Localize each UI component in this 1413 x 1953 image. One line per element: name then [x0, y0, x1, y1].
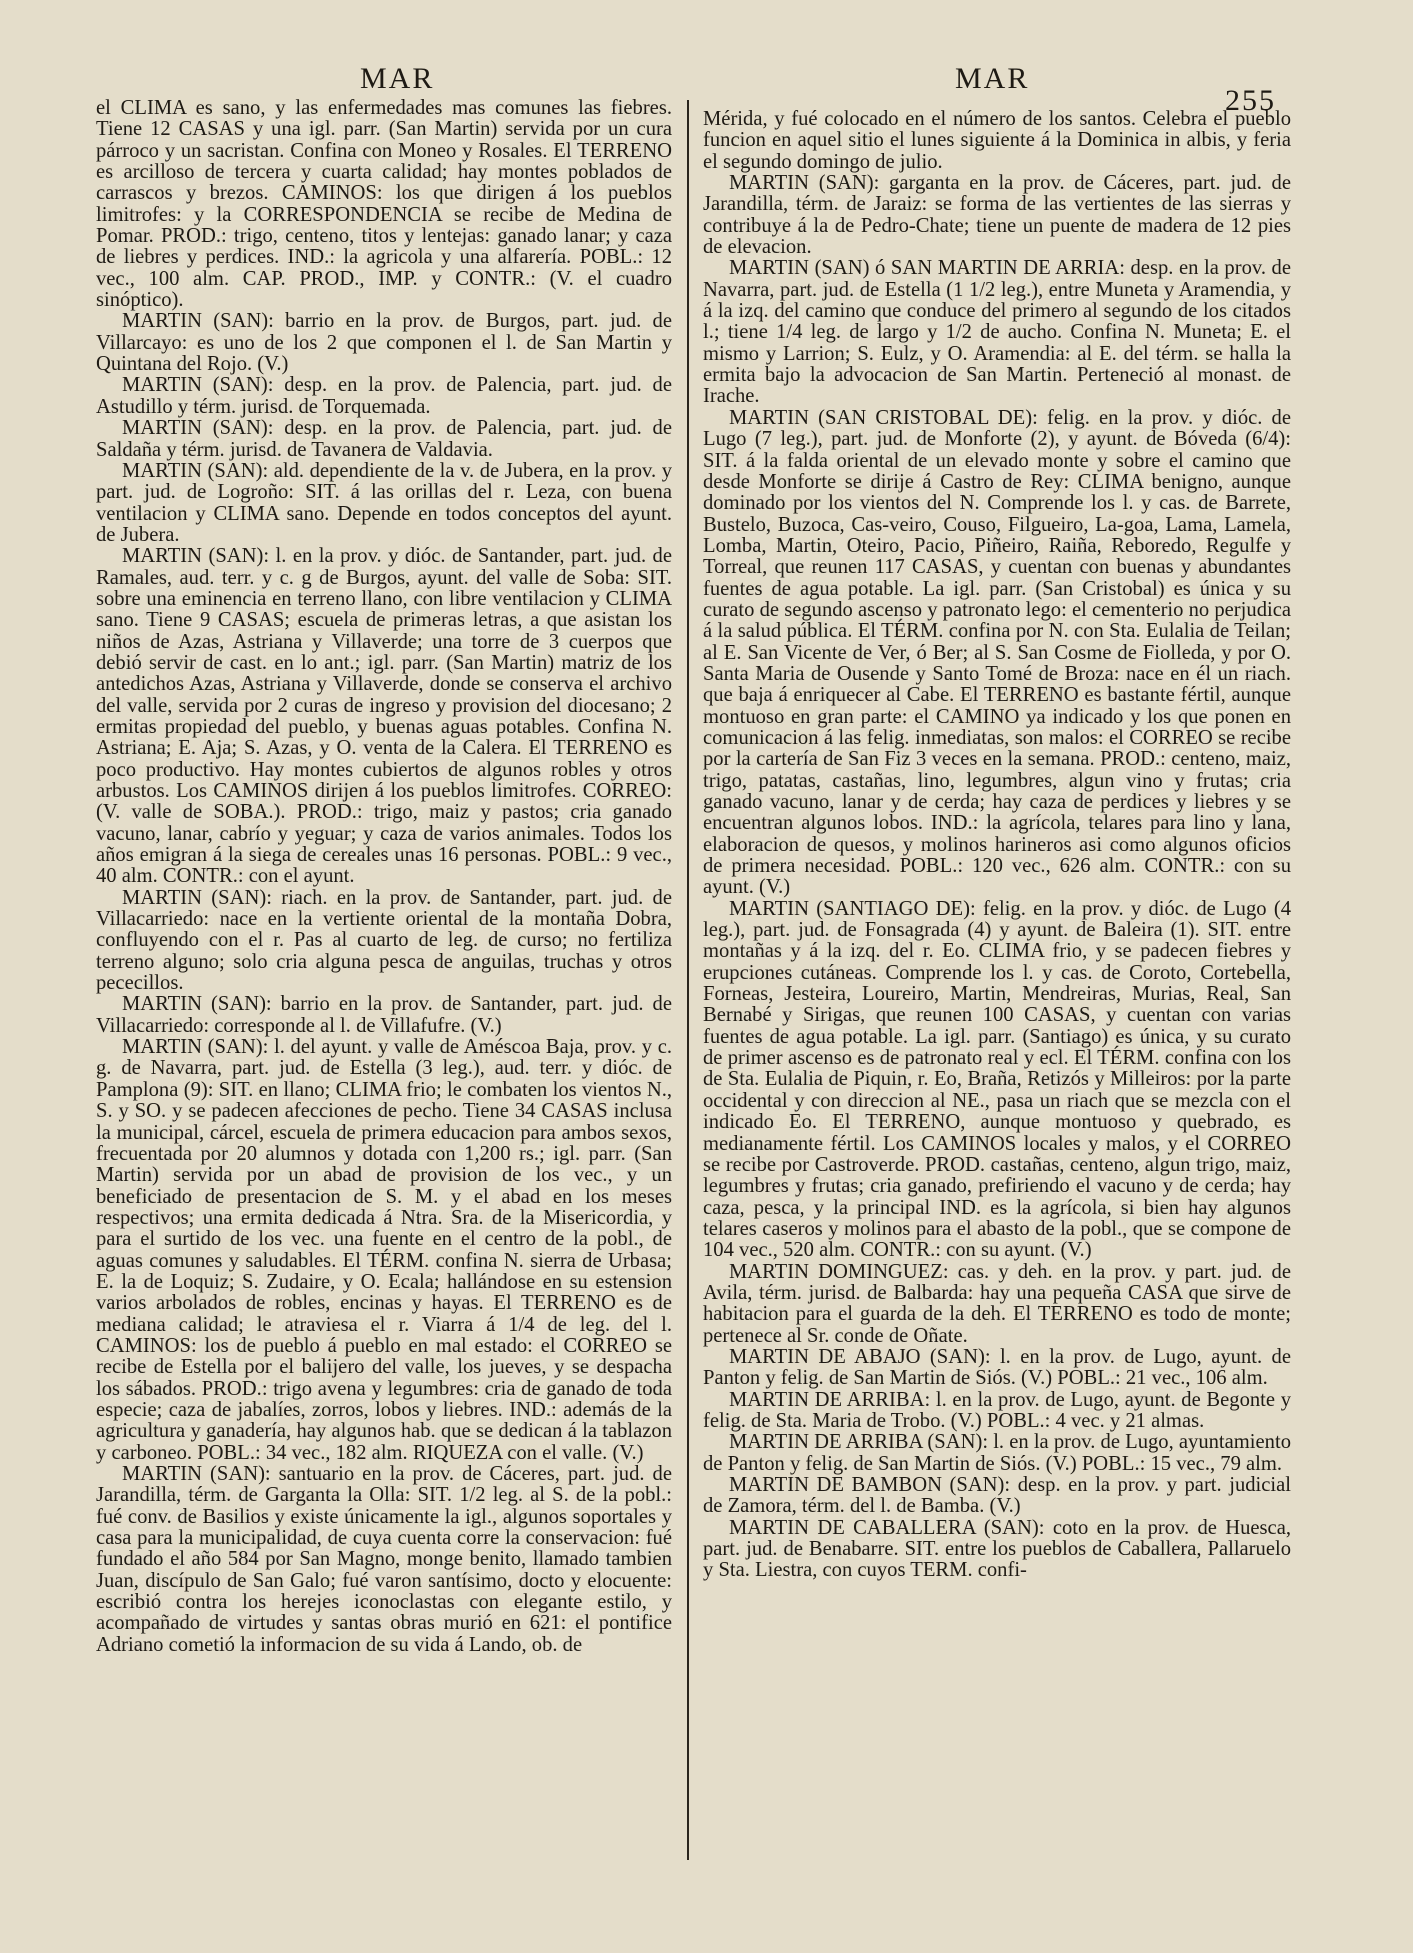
entry-paragraph: MARTIN DE ARRIBA: l. en la prov. de Lugo, ayunt. de Begonte y felig. de Sta. Maria de Trobo. (V.) POBL.: 4 vec. y 21 almas.: [703, 1388, 1291, 1432]
entry-paragraph: MARTIN (SAN): l. del ayunt. y valle de Améscoa Baja, prov. y c. g. de Navarra, part. jud. de Estella (3 leg.), aud. terr. y dióc. de Pamplona (9): SIT. en llano; CLIMA frio; le combaten los vientos N., S. y SO. y se padecen afecciones de pecho. Tiene 34 CASAS inclusa la municipal, cárcel, escuela de primera educacion para ambos sexos, frecuentada por 20 alumnos y dotada con 1,200 rs.; igl. parr. (San Martin) servida por un abad de provision de los vec., y un beneficiado de presentacion de S. M. y el abad en los meses respectivos; una ermita dedicada á Ntra. Sra. de la Misericordia, y para el surtido de los vec. una fuente en el centro de la pobl., de aguas comunes y saludables. El TÉRM. confina N. sierra de Urbasa; E. la de Loquiz; S. Zudaire, y O. Ecala; hallándose en su estension varios arbolados de robles, encinas y hayas. El TERRENO es de mediana calidad; le atraviesa el r. Viarra á 1/4 de leg. del l. CAMINOS: los de pueblo á pueblo en mal estado: el CORREO se recibe de Estella por el balijero del valle, los jueves, y se despacha los sábados. PROD.: trigo avena y legumbres: cria de ganado de toda especie; caza de jabalíes, zorros, lobos y liebres. IND.: además de la agricultura y ganadería, hay algunos hab. que se dedican á la tablazon y carboneo. POBL.: 34 vec., 182 alm. RIQUEZA con el valle. (V.): [96, 1036, 672, 1464]
running-header-left: MAR: [360, 62, 435, 95]
entry-paragraph: MARTIN (SAN): desp. en la prov. de Palencia, part. jud. de Astudillo y térm. jurisd. de Torquemada.: [96, 374, 672, 418]
entry-paragraph: MARTIN (SAN): barrio en la prov. de Santander, part. jud. de Villacarriedo: corresponde al l. de Villafufre. (V.): [96, 993, 672, 1037]
entry-paragraph: MARTIN (SAN CRISTOBAL DE): felig. en la prov. y dióc. de Lugo (7 leg.), part. jud. de Monforte (2), y ayunt. de Bóveda (6/4): SIT. á la falda oriental de un elevado monte y sobre el camino que desde Monforte se dirije á Castro de Rey: CLIMA benigno, aunque dominado por los vientos del N. Comprende los l. y cas. de Barrete, Bustelo, Buzoca, Cas-veiro, Couso, Filgueiro, La-goa, Lama, Lamela, Lomba, Martin, Oteiro, Pacio, Piñeiro, Raiña, Reboredo, Regulfe y Torreal, que reunen 117 CASAS, y cuentan con buenas y abundantes fuentes de agua potable. La igl. parr. (San Cristobal) es única y su curato de segundo ascenso y patronato lego: el cementerio no perjudica á la salud pública. El TÉRM. confina por N. con Sta. Eulalia de Teilan; al E. San Vicente de Ver, ó Ber; al S. San Cosme de Fiolleda, y por O. Santa Maria de Ousende y Santo Tomé de Broza: nace en él un riach. que baja á enriquecer al Cabe. El TERRENO es bastante fértil, aunque montuoso en gran parte: el CAMINO ya indicado y los que ponen en comunicacion á las felig. inmediatas, son malos: el CORREO se recibe por la cartería de San Fiz 3 veces en la semana. PROD.: centeno, maiz, trigo, patatas, castañas, lino, legumbres, algun vino y frutas; cria ganado vacuno, lanar y de cerda; hay caza de perdices y liebres y se encuentran algunos lobos. IND.: la agrícola, telares para lino y lana, elaboracion de quesos, y molinos harineros asi como algunos oficios de primera necesidad. POBL.: 120 vec., 626 alm. CONTR.: con su ayunt. (V.): [703, 406, 1291, 899]
entry-paragraph: MARTIN (SAN): garganta en la prov. de Cáceres, part. jud. de Jarandilla, térm. de Jaraiz: se forma de las vertientes de las sierras y contribuye á la de Pedro-Chate; tiene un puente de madera de 12 pies de elevacion.: [703, 172, 1291, 259]
entry-paragraph: MARTIN DE ABAJO (SAN): l. en la prov. de Lugo, ayunt. de Panton y felig. de San Martin de Siós. (V.) POBL.: 21 vec., 106 alm.: [703, 1345, 1291, 1390]
left-column: [96, 98, 672, 1656]
entry-paragraph: MARTIN (SAN): desp. en la prov. de Palencia, part. jud. de Saldaña y térm. jurisd. de Tavanera de Valdavia.: [96, 417, 672, 461]
running-header-right: MAR: [955, 62, 1030, 95]
entry-paragraph: MARTIN (SANTIAGO DE): felig. en la prov. y dióc. de Lugo (4 leg.), part. jud. de Fonsagrada (4) y ayunt. de Baleira (1). SIT. entre montañas y á la izq. del r. Eo. CLIMA frio, y se padecen fiebres y erupciones cutáneas. Comprende los l. y cas. de Coroto, Cortebella, Forneas, Jesteira, Loureiro, Martin, Mendreiras, Murias, Real, San Bernabé y Sirigas, que reunen 100 CASAS, y cuentan con varias fuentes de agua potable. La igl. parr. (Santiago) es única, y su curato de primer ascenso es de patronato real y ecl. El TÉRM. confina con los de Sta. Eulalia de Piquin, r. Eo, Braña, Retizós y Milleiros: por la parte occidental y con direccion al NE., pasa un riach que se mezcla con el indicado Eo. El TERRENO, aunque montuoso y quebrado, es medianamente fértil. Los CAMINOS locales y malos, y el CORREO se recibe por Castroverde. PROD. castañas, centeno, algun trigo, maiz, legumbres y frutas; cria ganado, prefiriendo el vacuno y de cerda; hay caza, pesca, y la principal IND. es la agrícola, si bien hay algunos telares caseros y molinos para el abasto de la pobl., que se compone de 104 vec., 520 alm. CONTR.: con su ayunt. (V.): [703, 897, 1291, 1262]
entry-paragraph: MARTIN DE BAMBON (SAN): desp. en la prov. y part. judicial de Zamora, térm. del l. de Bamba. (V.): [703, 1474, 1291, 1518]
entry-paragraph: MARTIN (SAN): ald. dependiente de la v. de Jubera, en la prov. y part. jud. de Logroño: SIT. á las orillas del r. Leza, con buena ventilacion y CLIMA sano. Depende en todos conceptos del ayunt. de Jubera.: [96, 459, 672, 546]
entry-paragraph: MARTIN (SAN) ó SAN MARTIN DE ARRIA: desp. en la prov. de Navarra, part. jud. de Estella (1 1/2 leg.), entre Muneta y Aramendia, y á la izq. del camino que conduce del primero al segundo de los citados l.; tiene 1/4 leg. de largo y 1/2 de aucho. Confina N. Muneta; E. el mismo y Larrion; S. Eulz, y O. Aramendia: al E. del térm. se halla la ermita bajo la advocacion de San Martin. Perteneció al monast. de Irache.: [703, 257, 1291, 408]
entry-paragraph: MARTIN (SAN): barrio en la prov. de Burgos, part. jud. de Villarcayo: es uno de los 2 que componen el l. de San Martin y Quintana del Rojo. (V.): [96, 310, 672, 376]
entry-paragraph: el CLIMA es sano, y las enfermedades mas comunes las fiebres. Tiene 12 CASAS y una igl. parr. (San Martin) servida por un cura párroco y un sacristan. Confina con Moneo y Rosales. El TERRENO es arcilloso de tercera y cuarta calidad; hay montes poblados de carrascos y brezos. CAMINOS: los que dirigen á los pueblos limitrofes: y la CORRESPONDENCIA se recibe de Medina de Pomar. PROD.: trigo, centeno, titos y lentejas: ganado lanar; y caza de liebres y perdices. IND.: la agricola y una alfarería. POBL.: 12 vec., 100 alm. CAP. PROD., IMP. y CONTR.: (V. el cuadro sinóptico).: [96, 97, 672, 312]
right-column: [703, 109, 1291, 1582]
entry-paragraph: MARTIN (SAN): l. en la prov. y dióc. de Santander, part. jud. de Ramales, aud. terr. y c. g de Burgos, ayunt. del valle de Soba: SIT. sobre una eminencia en terreno llano, con libre ventilacion y CLIMA sano. Tiene 9 CASAS; escuela de primeras letras, a que asistan los niños de Azas, Astriana y Villaverde; una torre de 3 cuerpos que debió servir de cast. en lo ant.; igl. parr. (San Martin) matriz de los antedichos Azas, Astriana y Villaverde, donde se conserva el archivo del valle, servida por 2 curas de ingreso y provision del diocesano; 2 ermitas propiedad del pueblo, y buenas aguas potables. Confina N. Astriana; E. Aja; S. Azas, y O. venta de la Calera. El TERRENO es poco productivo. Hay montes cubiertos de algunos robles y otros arbustos. Los CAMINOS dirijen á los pueblos limitrofes. CORREO: (V. valle de SOBA.). PROD.: trigo, maiz y pastos; cria ganado vacuno, lanar, cabrío y yeguar; y caza de varios animales. Todos los años emigran á la siega de cereales unas 16 personas. POBL.: 9 vec., 40 alm. CONTR.: con el ayunt.: [96, 545, 672, 888]
entry-paragraph: MARTIN DE CABALLERA (SAN): coto en la prov. de Huesca, part. jud. de Benabarre. SIT. entre los pueblos de Caballera, Pallaruelo y Sta. Liestra, con cuyos TERM. confi-: [703, 1516, 1291, 1582]
column-divider: [687, 100, 689, 1860]
page-number: 255: [1225, 84, 1276, 117]
entry-paragraph: MARTIN DE ARRIBA (SAN): l. en la prov. de Lugo, ayuntamiento de Panton y felig. de San Martin de Siós. (V.) POBL.: 15 vec., 79 alm.: [703, 1431, 1291, 1475]
entry-paragraph: MARTIN (SAN): santuario en la prov. de Cáceres, part. jud. de Jarandilla, térm. de Garganta la Olla: SIT. 1/2 leg. al S. de la pobl.: fué conv. de Basilios y existe únicamente la igl., algunos soportales y casa para la municipalidad, de cuya cuenta corre la conservacion: fué fundado el año 584 por San Magno, monge benito, llamado tambien Juan, discípulo de San Galo; fué varon santísimo, docto y elocuente: escribió contra los herejes iconoclastas con elegante estilo, y acompañado de virtudes y santas obras murió en 621: el pontifice Adriano cometió la informacion de su vida á Lando, ob. de: [96, 1463, 672, 1656]
entry-paragraph: Mérida, y fué colocado en el número de los santos. Celebra el pueblo funcion en aquel sitio el lunes siguiente á la Dominica in albis, y feria el segundo domingo de julio.: [703, 108, 1291, 173]
entry-paragraph: MARTIN (SAN): riach. en la prov. de Santander, part. jud. de Villacarriedo: nace en la vertiente oriental de la montaña Dobra, confluyendo con el r. Pas al cuarto de leg. de curso; no fertiliza terreno alguno; solo cria alguna pesca de anguilas, truchas y otros pececillos.: [96, 886, 672, 995]
entry-paragraph: MARTIN DOMINGUEZ: cas. y deh. en la prov. y part. jud. de Avila, térm. jurisd. de Balbarda: hay una pequeña CASA que sirve de habitacion para el guarda de la deh. El TERRENO es todo de monte; pertenece al Sr. conde de Oñate.: [703, 1260, 1291, 1347]
